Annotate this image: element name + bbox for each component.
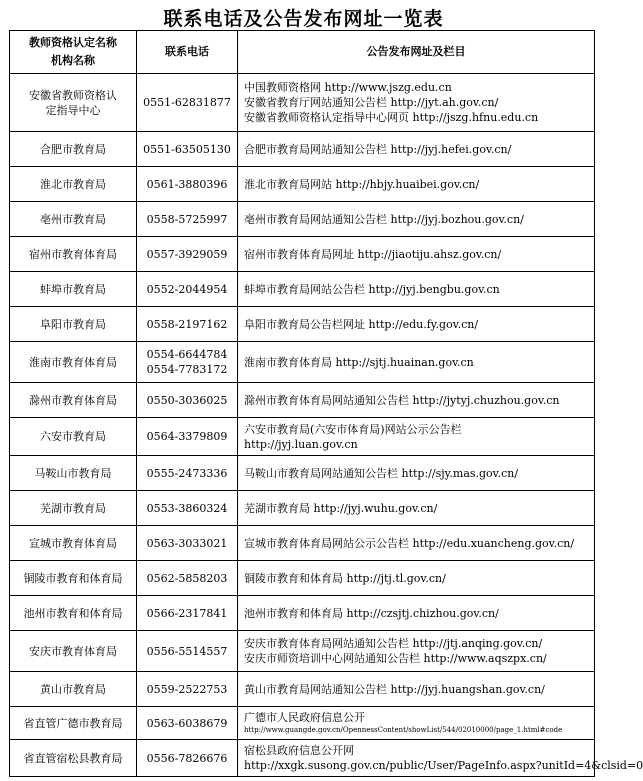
org-name-cell: 省直管宿松县教育局 [10, 740, 137, 777]
phone-cell [137, 456, 238, 491]
phone-cell [137, 237, 238, 272]
table-row [10, 167, 595, 202]
website-entry[interactable]: 蚌埠市教育局网站公告栏 http://jyj.bengbu.gov.cn [244, 282, 500, 296]
org-name-cell: 淮北市教育局 [10, 167, 137, 202]
phone-number: 0553-3860324 [146, 501, 228, 515]
website-cell [238, 707, 595, 740]
org-name-cell: 蚌埠市教育局 [10, 272, 137, 307]
website-entry[interactable]: 马鞍山市教育局网站通知公告栏 http://sjy.mas.gov.cn/ [244, 466, 519, 480]
website-cell [238, 132, 595, 167]
phone-number: 0558-5725997 [146, 212, 228, 226]
website-cell [238, 272, 595, 307]
website-entry[interactable]: 合肥市教育局网站通知公告栏 http://jyj.hefei.gov.cn/ [244, 142, 512, 156]
website-entry[interactable]: 芜湖市教育局 http://jyj.wuhu.gov.cn/ [244, 501, 438, 515]
page-title: 联系电话及公告发布网址一览表 [163, 8, 444, 30]
org-name-cell: 亳州市教育局 [10, 202, 137, 237]
website-url[interactable]: http://xxgk.susong.gov.cn/public/User/PageInfo.aspx?unitId=4&clsid=0 [244, 759, 643, 772]
website-entry[interactable]: 六安市教育局(六安市体育局)网站公示公告栏 [244, 422, 462, 436]
org-name-cell: 宿州市教育体育局 [10, 237, 137, 272]
phone-number: 0558-2197162 [146, 317, 228, 331]
phone-cell [137, 167, 238, 202]
phone-cell [137, 418, 238, 456]
website-cell [238, 342, 595, 383]
org-name-cell: 滁州市教育体育局 [10, 383, 137, 418]
header-web: 公告发布网址及栏目 [238, 31, 595, 74]
contact-table [9, 30, 643, 777]
phone-number: 0557-3929059 [146, 247, 228, 261]
org-name-cell: 芜湖市教育局 [10, 491, 137, 526]
website-cell [238, 237, 595, 272]
phone-number: 0550-3036025 [146, 393, 228, 407]
website-entry[interactable]: 亳州市教育局网站通知公告栏 http://jyj.bozhou.gov.cn/ [244, 212, 524, 226]
website-entry[interactable]: 宣城市教育体育局网站公示公告栏 http://edu.xuancheng.gov.cn/ [244, 536, 575, 550]
org-name-cell: 六安市教育局 [10, 418, 137, 456]
org-name-cell: 阜阳市教育局 [10, 307, 137, 342]
table-row [10, 561, 595, 596]
phone-cell [137, 631, 238, 672]
website-entry[interactable]: 淮南市教育体育局 http://sjtj.huainan.gov.cn [244, 355, 474, 369]
website-entry[interactable]: 池州市教育和体育局 http://czsjtj.chizhou.gov.cn/ [244, 606, 499, 620]
header-row [10, 31, 595, 74]
website-url[interactable]: http://jyj.luan.gov.cn [244, 437, 358, 451]
phone-cell [137, 491, 238, 526]
website-cell [238, 167, 595, 202]
phone-cell [137, 740, 238, 777]
table-row [10, 707, 595, 740]
website-entry[interactable]: 广德市人民政府信息公开 [244, 711, 365, 724]
phone-number: 0566-2317841 [146, 606, 228, 620]
phone-number: 0562-5858203 [146, 571, 228, 585]
website-entry[interactable]: 安徽省教育厅网站通知公告栏 http://jyt.ah.gov.cn/ [244, 96, 499, 109]
website-entry[interactable]: 淮北市教育局网站 http://hbjy.huaibei.gov.cn/ [244, 177, 480, 191]
header-org-line2: 机构名称 [51, 54, 95, 67]
website-entry[interactable]: 安徽省教师资格认定指导中心网页 http://jszg.hfnu.edu.cn [244, 111, 539, 124]
table-row [10, 202, 595, 237]
website-cell [238, 672, 595, 707]
phone-cell [137, 307, 238, 342]
org-name-cell: 省直管广德市教育局 [10, 707, 137, 740]
website-cell [238, 740, 643, 777]
org-name-cell: 淮南市教育体育局 [10, 342, 137, 383]
phone-cell [137, 561, 238, 596]
table-row [10, 74, 595, 132]
website-cell [238, 456, 595, 491]
org-name-cell: 铜陵市教育和体育局 [10, 561, 137, 596]
website-cell [238, 307, 595, 342]
org-name-cell: 池州市教育和体育局 [10, 596, 137, 631]
website-entry[interactable]: 中国教师资格网 http://www.jszg.edu.cn [244, 81, 452, 94]
website-cell [238, 383, 595, 418]
website-url[interactable]: http://www.guangde.gov.cn/OpennessContent/showList/544/02010000/page_1.html#code [244, 726, 563, 734]
website-cell [238, 418, 595, 456]
table-row [10, 272, 595, 307]
header-org [10, 31, 137, 74]
phone-number: 0559-2522753 [146, 682, 228, 696]
phone-cell [137, 383, 238, 418]
org-name-cell: 马鞍山市教育局 [10, 456, 137, 491]
phone-cell [137, 342, 238, 383]
website-cell [238, 561, 595, 596]
phone-number: 0556-7826676 [146, 751, 228, 765]
table-row [10, 383, 595, 418]
phone-number: 0563-6038679 [146, 716, 228, 730]
header-phone: 联系电话 [137, 31, 238, 74]
phone-cell [137, 526, 238, 561]
table-row [10, 237, 595, 272]
table-row [10, 456, 595, 491]
org-name-cell: 宣城市教育体育局 [10, 526, 137, 561]
website-entry[interactable]: 宿州市教育体育局网址 http://jiaotiju.ahsz.gov.cn/ [244, 247, 502, 261]
table-row [10, 132, 595, 167]
phone-cell [137, 672, 238, 707]
phone-number: 0551-63505130 [143, 142, 231, 156]
header-org-line1: 教师资格认定名称 [29, 36, 117, 49]
table-row [10, 342, 595, 383]
phone-number: 0556-5514557 [146, 644, 228, 658]
website-entry[interactable]: 黄山市教育局网站通知公告栏 http://jyj.huangshan.gov.cn/ [244, 682, 545, 696]
phone-number: 0561-3880396 [146, 177, 228, 191]
phone-number: 0551-62831877 [143, 96, 231, 109]
table-row [10, 740, 595, 777]
phone-number: 0552-2044954 [146, 282, 228, 296]
phone-number: 0554-7783172 [146, 363, 228, 376]
website-cell [238, 526, 595, 561]
table-row [10, 491, 595, 526]
website-cell [238, 202, 595, 237]
website-cell [238, 631, 595, 672]
table-row [10, 596, 595, 631]
phone-cell [137, 74, 238, 132]
table-row [10, 672, 595, 707]
phone-cell [137, 132, 238, 167]
phone-cell [137, 596, 238, 631]
website-entry[interactable]: 滁州市教育体育局网站通知公告栏 http://jytyj.chuzhou.gov.cn [244, 393, 560, 407]
phone-cell [137, 707, 238, 740]
website-entry[interactable]: 安庆市师资培训中心网站通知公告栏 http://www.aqszpx.cn/ [244, 652, 547, 665]
phone-cell [137, 202, 238, 237]
website-cell [238, 596, 595, 631]
website-entry[interactable]: 宿松县政府信息公开网 [244, 744, 354, 757]
website-entry[interactable]: 安庆市教育体育局网站通知公告栏 http://jtj.anqing.gov.cn/ [244, 637, 543, 650]
org-name-cell: 安庆市教育体育局 [10, 631, 137, 672]
org-name-cell: 黄山市教育局 [10, 672, 137, 707]
phone-number: 0555-2473336 [146, 466, 228, 480]
website-entry[interactable]: 阜阳市教育局公告栏网址 http://edu.fy.gov.cn/ [244, 317, 479, 331]
table-row [10, 631, 595, 672]
website-entry[interactable]: 铜陵市教育和体育局 http://jtj.tl.gov.cn/ [244, 571, 446, 585]
table-body [10, 74, 643, 777]
website-cell [238, 74, 595, 132]
table-row [10, 418, 595, 456]
phone-cell [137, 272, 238, 307]
table-row [10, 526, 595, 561]
org-name-cell: 安徽省教师资格认定指导中心 [10, 74, 137, 132]
org-name-cell: 合肥市教育局 [10, 132, 137, 167]
phone-number: 0563-3033021 [146, 536, 228, 550]
website-cell [238, 491, 595, 526]
phone-number: 0554-6644784 [146, 348, 228, 361]
table-row [10, 307, 595, 342]
phone-number: 0564-3379809 [146, 430, 228, 443]
